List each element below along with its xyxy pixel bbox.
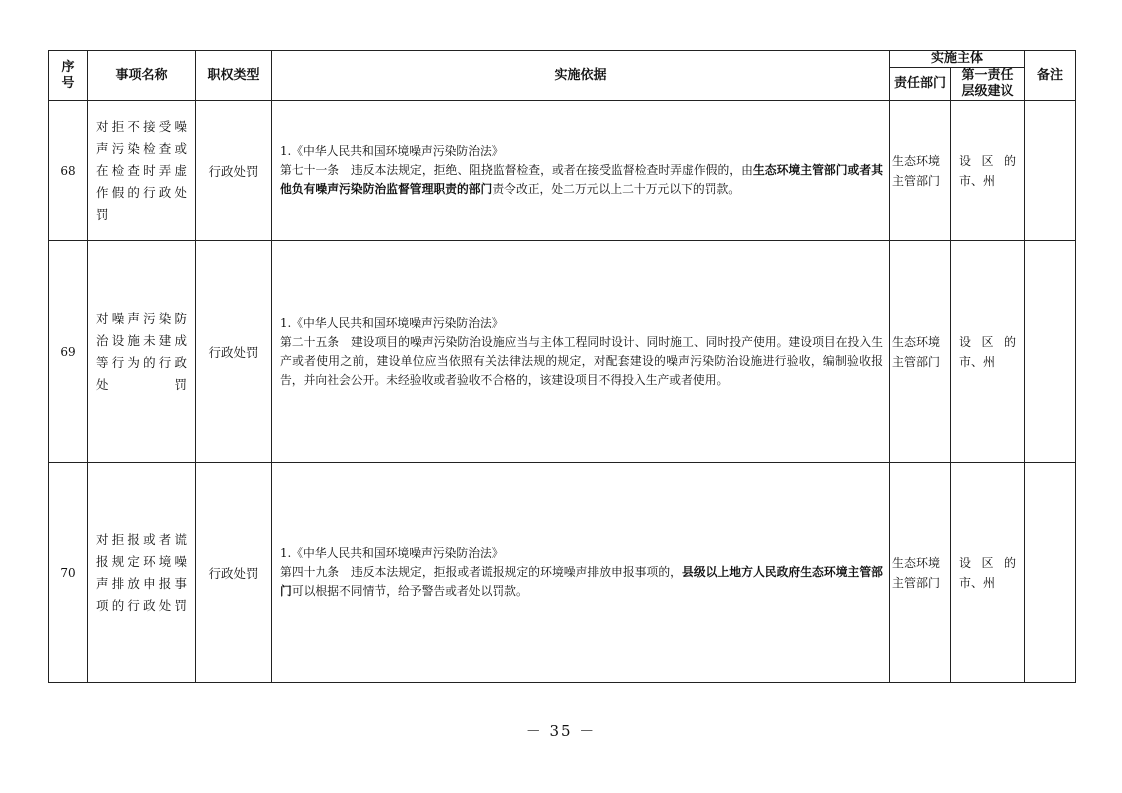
row-power-type: 行政处罚 [196, 101, 272, 241]
row-basis-article [280, 563, 883, 601]
header-name: 事项名称 [88, 51, 196, 101]
article-text: 第四十九条 违反本法规定，拒报或者谎报规定的环境噪声排放申报事项的， [280, 565, 682, 579]
row-basis-article: 第二十五条 建设项目的噪声污染防治设施应当与主体工程同时设计、同时施工、同时投产使用。建设项目在投入生产或者使用之前，建设单位应当依照有关法律法规的规定，对配套建设的噪声污染防治设施进行验收，编制验收报告，并向社会公开。未经验收或者验收不合格的，该建设项目不得投入生产或者使用。 [280, 334, 883, 387]
row-basis-law: 1.《中华人民共和国环境噪声污染防治法》 [280, 315, 504, 330]
row-level-line1: 设区的 [959, 555, 1017, 570]
page-number: － 35 － [525, 722, 597, 740]
header-basis: 实施依据 [272, 51, 890, 101]
row-level [951, 101, 1025, 241]
row-matter-name: 对拒报或者谎报规定环境噪声排放申报事项的行政处罚 [88, 463, 196, 683]
row-level [951, 463, 1025, 683]
article-text: 责令改正，处二万元以上二十万元以下的罚款。 [492, 182, 741, 196]
article-text: 第七十一条 违反本法规定，拒绝、阻挠监督检查，或者在接受监督检查时弄虚作假的，由 [280, 163, 753, 177]
article-bold-text: 县级以上地方人民政府生态环境主管部门 [280, 565, 883, 598]
row-basis [272, 101, 890, 241]
header-dept: 责任部门 [890, 68, 951, 101]
row-power-type: 行政处罚 [196, 463, 272, 683]
table-row [49, 241, 1076, 463]
row-level-line2: 市、州 [959, 173, 996, 188]
row-level-line2: 市、州 [959, 354, 996, 369]
table-row [49, 463, 1076, 683]
row-seq: 68 [49, 101, 88, 241]
header-subject: 实施主体 [890, 51, 1025, 68]
row-dept: 生态环境主管部门 [890, 463, 951, 683]
header-type: 职权类型 [196, 51, 272, 101]
header-level: 第一责任层级建议 [951, 68, 1025, 101]
table-header-row [49, 51, 1076, 68]
row-basis-law: 1.《中华人民共和国环境噪声污染防治法》 [280, 546, 504, 560]
header-remark: 备注 [1025, 51, 1076, 101]
row-basis-article [280, 161, 883, 199]
row-power-type: 行政处罚 [196, 241, 272, 463]
matters-table [48, 50, 1076, 683]
row-remark [1025, 241, 1076, 463]
row-level-line1: 设区的 [959, 334, 1017, 349]
row-dept: 生态环境主管部门 [890, 101, 951, 241]
row-seq: 70 [49, 463, 88, 683]
row-level-line2: 市、州 [959, 575, 996, 590]
article-bold-text: 生态环境主管部门或者其他负有噪声污染防治监督管理职责的部门 [280, 163, 883, 196]
row-basis [272, 241, 890, 463]
table-row [49, 101, 1076, 241]
row-basis-law: 1.《中华人民共和国环境噪声污染防治法》 [280, 144, 504, 158]
row-remark [1025, 101, 1076, 241]
row-remark [1025, 463, 1076, 683]
row-level-line1: 设区的 [959, 153, 1017, 168]
row-dept: 生态环境主管部门 [890, 241, 951, 463]
row-matter-name: 对拒不接受噪声污染检查或在检查时弄虚作假的行政处罚 [88, 101, 196, 241]
row-basis [272, 463, 890, 683]
header-seq: 序号 [49, 51, 88, 101]
row-level [951, 241, 1025, 463]
row-seq: 69 [49, 241, 88, 463]
article-text: 可以根据不同情节，给予警告或者处以罚款。 [291, 584, 528, 598]
row-matter-name: 对噪声污染防治设施未建成等行为的行政处罚 [88, 241, 196, 463]
